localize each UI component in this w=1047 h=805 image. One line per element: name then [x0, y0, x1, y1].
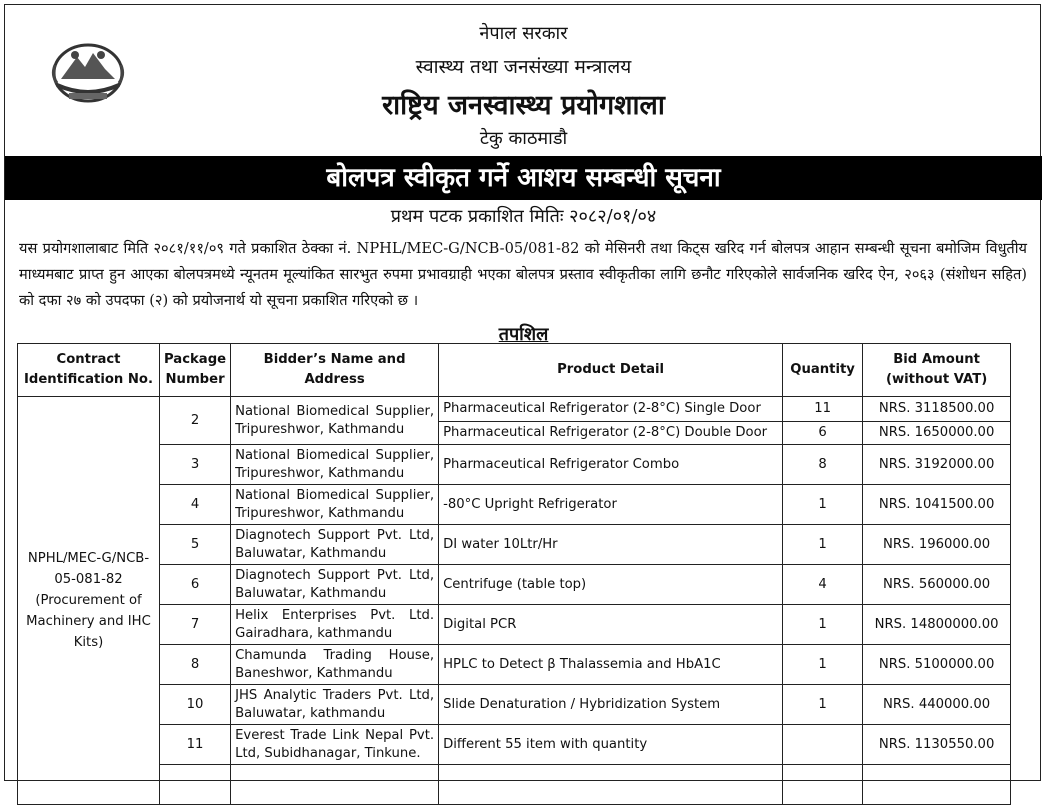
product-cell: Pharmaceutical Refrigerator (2-8°C) Single Door [439, 397, 783, 422]
product-cell: Digital PCR [439, 605, 783, 645]
contract-id-cell: NPHL/MEC-G/NCB-05-081-82 (Procurement of Machinery and IHC Kits) [18, 397, 160, 805]
amount-cell: NRS. 1650000.00 [863, 422, 1011, 445]
publish-date: प्रथम पटक प्रकाशित मितिः २०८२/०१/०४ [390, 206, 657, 227]
product-cell: Pharmaceutical Refrigerator Combo [439, 445, 783, 485]
package-cell: 11 [160, 725, 231, 765]
col-header-amount: Bid Amount (without VAT) [863, 344, 1011, 397]
amount-cell: NRS. 14800000.00 [863, 605, 1011, 645]
product-cell [439, 765, 783, 805]
package-cell [160, 765, 231, 805]
package-cell: 6 [160, 565, 231, 605]
quantity-cell: 1 [783, 485, 863, 525]
location: टेकु काठमाडौ [479, 128, 568, 149]
table-row [18, 445, 1011, 485]
package-cell: 7 [160, 605, 231, 645]
col-header-bidder: Bidder’s Name and Address [231, 344, 439, 397]
package-cell: 2 [160, 397, 231, 445]
notice-body: यस प्रयोगशालाबाट मिति २०८१/११/०९ गते प्रकाशित ठेक्का नं. NPHL/MEC-G/NCB-05/081-82 को मेसिनरी तथा किट्स खरिद गर्न बोलपत्र आहान सम्बन्धी सूचना बमोजिम विधुतीय माध्यमबाट प्राप्त हुन आएका बोलपत्रमध्ये न्यूनतम मूल्यांकित सारभुत रुपमा प्रभावग्राही भएका बोलपत्र प्रस्ताव स्वीकृतीका लागि छनौट गरिएकोले सार्वजनिक खरिद ऐन, २०६३ (संशोधन सहित) को दफा २७ को उपदफा (२) को प्रयोजनार्थ यो सूचना प्रकाशित गरिएको छ । [19, 240, 1027, 309]
col-header-contract: Contract Identification No. [18, 344, 160, 397]
col-header-package: Package Number [160, 344, 231, 397]
product-cell: Pharmaceutical Refrigerator (2-8°C) Double Door [439, 422, 783, 445]
quantity-cell: 1 [783, 605, 863, 645]
quantity-cell: 1 [783, 645, 863, 685]
quantity-cell: 1 [783, 525, 863, 565]
amount-cell: NRS. 1041500.00 [863, 485, 1011, 525]
package-cell: 4 [160, 485, 231, 525]
bidder-cell: Diagnotech Support Pvt. Ltd, Baluwatar, Kathmandu [231, 565, 439, 605]
package-cell: 5 [160, 525, 231, 565]
product-cell: Different 55 item with quantity [439, 725, 783, 765]
product-cell: DI water 10Ltr/Hr [439, 525, 783, 565]
product-cell: Slide Denaturation / Hybridization System [439, 685, 783, 725]
bidder-cell: Helix Enterprises Pvt. Ltd. Gairadhara, kathmandu [231, 605, 439, 645]
amount-cell: NRS. 3192000.00 [863, 445, 1011, 485]
product-cell: HPLC to Detect β Thalassemia and HbA1C [439, 645, 783, 685]
bidder-cell: Diagnotech Support Pvt. Ltd, Baluwatar, Kathmandu [231, 525, 439, 565]
quantity-cell: 6 [783, 422, 863, 445]
amount-cell: NRS. 1130550.00 [863, 725, 1011, 765]
govt-name: नेपाल सरकार [479, 23, 568, 44]
col-header-product: Product Detail [439, 344, 783, 397]
bidder-cell: Chamunda Trading House, Baneshwor, Kathmandu [231, 645, 439, 685]
amount-cell: NRS. 196000.00 [863, 525, 1011, 565]
table-row [18, 397, 1011, 422]
details-heading: तपशिल [498, 324, 549, 345]
table-row [18, 605, 1011, 645]
quantity-cell: 1 [783, 685, 863, 725]
table-row [18, 485, 1011, 525]
col-header-quantity: Quantity [783, 344, 863, 397]
package-cell: 10 [160, 685, 231, 725]
quantity-cell: 11 [783, 397, 863, 422]
package-cell: 8 [160, 645, 231, 685]
bidder-cell: National Biomedical Supplier, Tripureshwor, Kathmandu [231, 445, 439, 485]
table-row [18, 565, 1011, 605]
ministry-name: स्वास्थ्य तथा जनसंख्या मन्त्रालय [415, 56, 632, 78]
bid-table [17, 343, 1011, 805]
amount-cell: NRS. 560000.00 [863, 565, 1011, 605]
product-cell: -80°C Upright Refrigerator [439, 485, 783, 525]
table-header-row [18, 344, 1011, 397]
amount-cell [863, 765, 1011, 805]
bidder-cell: JHS Analytic Traders Pvt. Ltd, Baluwatar, kathmandu [231, 685, 439, 725]
amount-cell: NRS. 440000.00 [863, 685, 1011, 725]
table-row [18, 525, 1011, 565]
notice-title: बोलपत्र स्वीकृत गर्ने आशय सम्बन्धी सूचना [5, 156, 1042, 200]
notice-frame [4, 4, 1041, 781]
table-row [18, 685, 1011, 725]
amount-cell: NRS. 3118500.00 [863, 397, 1011, 422]
bidder-cell: National Biomedical Supplier, Tripureshwor, Kathmandu [231, 397, 439, 445]
quantity-cell [783, 725, 863, 765]
bidder-cell: National Biomedical Supplier, Tripureshwor, Kathmandu [231, 485, 439, 525]
quantity-cell: 8 [783, 445, 863, 485]
amount-cell: NRS. 5100000.00 [863, 645, 1011, 685]
quantity-cell [783, 765, 863, 805]
laboratory-name: राष्ट्रिय जनस्वास्थ्य प्रयोगशाला [382, 90, 665, 121]
quantity-cell: 4 [783, 565, 863, 605]
bidder-cell: Everest Trade Link Nepal Pvt. Ltd, Subidhanagar, Tinkune. [231, 725, 439, 765]
bidder-cell [231, 765, 439, 805]
package-cell: 3 [160, 445, 231, 485]
table-row [18, 765, 1011, 805]
product-cell: Centrifuge (table top) [439, 565, 783, 605]
table-row [18, 725, 1011, 765]
table-row [18, 645, 1011, 685]
